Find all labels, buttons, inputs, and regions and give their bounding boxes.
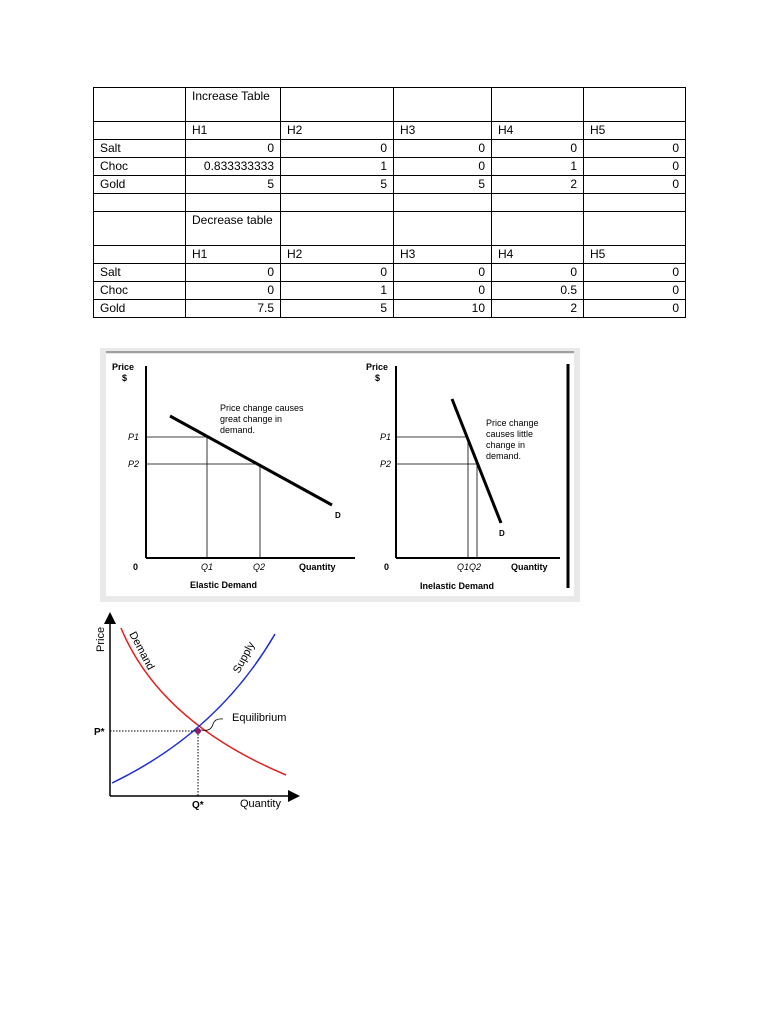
inelastic-annotation-line-2: causes little <box>486 429 534 439</box>
elastic-q1-label: Q1 <box>201 562 214 572</box>
supply-demand-figure <box>88 612 320 812</box>
table-row <box>94 176 686 194</box>
table-cell: 0 <box>281 140 394 158</box>
inelastic-y-unit: $ <box>375 373 381 383</box>
column-header: H3 <box>394 122 492 140</box>
decrease-table-title: Decrease table <box>186 212 281 246</box>
table-cell: 10 <box>394 300 492 318</box>
increase-title-row <box>94 88 686 122</box>
column-header: H1 <box>186 122 281 140</box>
elastic-origin-label: 0 <box>133 562 139 572</box>
row-label: Salt <box>94 264 186 282</box>
increase-header-row <box>94 122 686 140</box>
table-cell: 0 <box>394 282 492 300</box>
inelastic-q-label: Q1Q2 <box>457 562 482 572</box>
elastic-inelastic-demand-figure <box>100 348 580 602</box>
empty-row <box>94 194 686 212</box>
column-header: H2 <box>281 122 394 140</box>
figure-panel <box>106 354 574 596</box>
table-cell: 5 <box>186 176 281 194</box>
table-cell: 0 <box>584 282 686 300</box>
table-cell: 0.5 <box>492 282 584 300</box>
decrease-header-row <box>94 246 686 264</box>
table-cell: 5 <box>281 176 394 194</box>
table-cell: 0.833333333 <box>186 158 281 176</box>
table-cell: 2 <box>492 300 584 318</box>
elastic-y-unit: $ <box>122 373 128 383</box>
sd-y-label: Price <box>95 626 107 652</box>
table-cell: 0 <box>584 158 686 176</box>
decrease-title-row <box>94 212 686 246</box>
elastic-annotation-line-1: Price change causes <box>220 403 304 413</box>
table-cell: 1 <box>492 158 584 176</box>
sd-x-label: Quantity <box>240 798 281 810</box>
table-row <box>94 264 686 282</box>
sd-equilibrium-label: Equilibrium <box>232 712 287 724</box>
elastic-caption: Elastic Demand <box>190 580 258 590</box>
inelastic-x-label: Quantity <box>511 562 548 572</box>
elastic-d-label: D <box>335 511 341 520</box>
inelastic-p1-label: P1 <box>380 432 392 442</box>
inelastic-d-label: D <box>499 529 505 538</box>
table-cell: 0 <box>186 140 281 158</box>
table-cell: 1 <box>281 282 394 300</box>
column-header: H3 <box>394 246 492 264</box>
elastic-x-label: Quantity <box>299 562 336 572</box>
elastic-q2-label: Q2 <box>253 562 266 572</box>
increase-table-title: Increase Table <box>186 88 281 122</box>
column-header: H4 <box>492 246 584 264</box>
table-cell: 0 <box>394 140 492 158</box>
table-cell: 0 <box>584 300 686 318</box>
table-cell: 0 <box>394 158 492 176</box>
elastic-y-label: Price <box>112 362 135 372</box>
table-cell: 0 <box>584 140 686 158</box>
sd-demand-label: Demand <box>126 629 157 673</box>
row-label: Gold <box>94 300 186 318</box>
table-cell: 0 <box>394 264 492 282</box>
elastic-p2-label: P2 <box>128 459 140 469</box>
inelastic-origin-label: 0 <box>384 562 390 572</box>
inelastic-p2-label: P2 <box>380 459 392 469</box>
table-cell: 5 <box>394 176 492 194</box>
table-cell: 0 <box>492 264 584 282</box>
table-cell: 0 <box>281 264 394 282</box>
inelastic-y-label: Price <box>366 362 389 372</box>
column-header: H5 <box>584 246 686 264</box>
table-cell: 0 <box>186 282 281 300</box>
column-header: H5 <box>584 122 686 140</box>
elastic-annotation-line-2: great change in <box>220 414 283 424</box>
table-row <box>94 158 686 176</box>
table-row <box>94 282 686 300</box>
row-label: Salt <box>94 140 186 158</box>
sd-q-star-label: Q* <box>192 800 204 811</box>
table-cell: 0 <box>492 140 584 158</box>
row-label: Gold <box>94 176 186 194</box>
table-cell: 5 <box>281 300 394 318</box>
column-header: H1 <box>186 246 281 264</box>
elastic-annotation-line-3: demand. <box>220 425 256 435</box>
data-table <box>93 87 686 318</box>
column-header: H4 <box>492 122 584 140</box>
sd-equilibrium-point <box>195 728 201 734</box>
inelastic-annotation-line-4: demand. <box>486 451 522 461</box>
column-header: H2 <box>281 246 394 264</box>
inelastic-annotation-line-1: Price change <box>486 418 539 428</box>
sd-supply-label: Supply <box>231 640 258 676</box>
table-cell: 7.5 <box>186 300 281 318</box>
elastic-p1-label: P1 <box>128 432 140 442</box>
table-cell: 2 <box>492 176 584 194</box>
table-row <box>94 140 686 158</box>
inelastic-annotation-line-3: change in <box>486 440 526 450</box>
table-row <box>94 300 686 318</box>
table-cell: 1 <box>281 158 394 176</box>
row-label: Choc <box>94 282 186 300</box>
table-cell: 0 <box>584 264 686 282</box>
table-cell: 0 <box>186 264 281 282</box>
row-label: Choc <box>94 158 186 176</box>
sd-p-star-label: P* <box>94 727 105 738</box>
inelastic-caption: Inelastic Demand <box>420 581 495 591</box>
table-cell: 0 <box>584 176 686 194</box>
